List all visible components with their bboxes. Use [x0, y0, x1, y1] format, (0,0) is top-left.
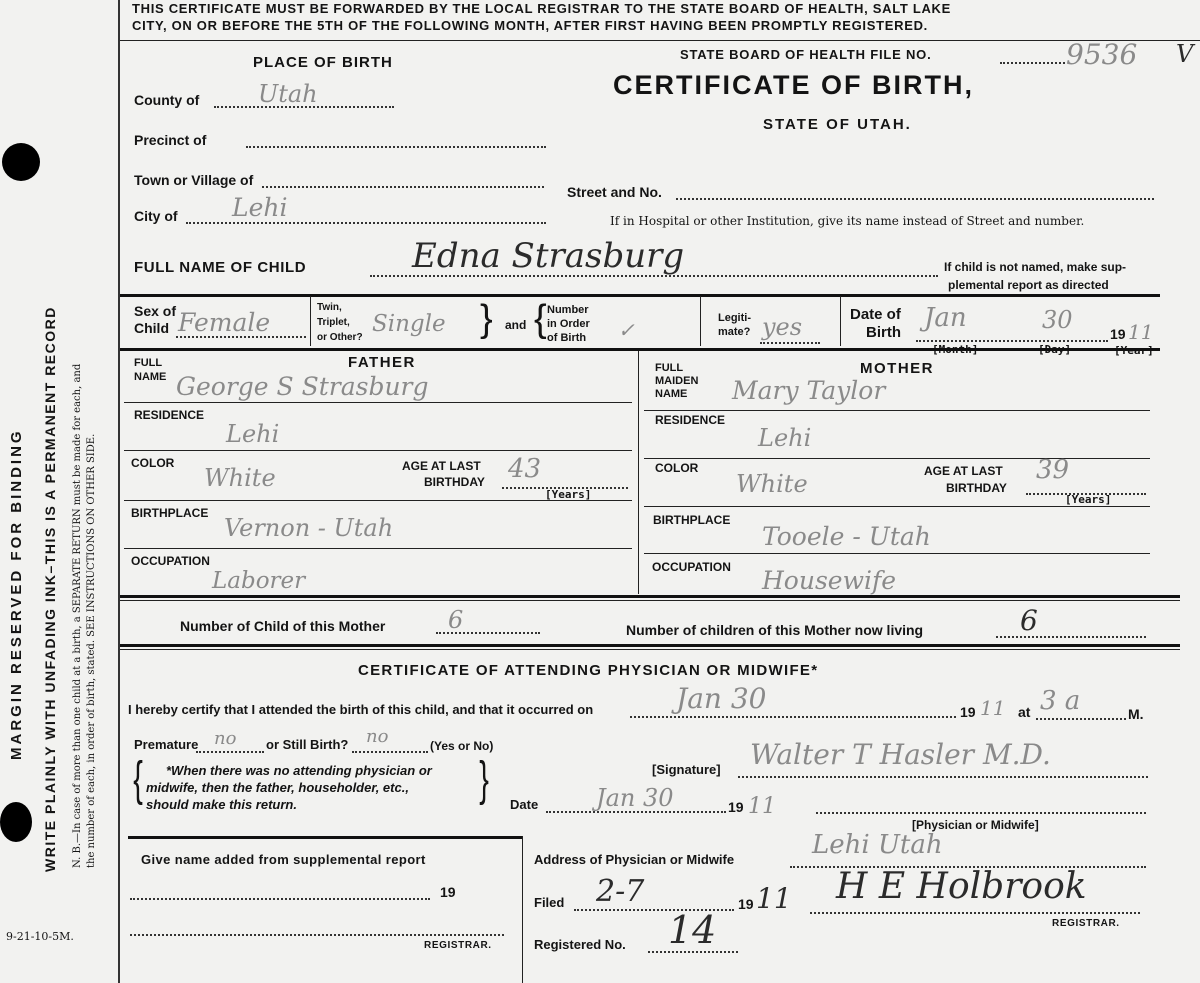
still-birth-label: or Still Birth?: [266, 737, 349, 752]
signature-value: Walter T Hasler M.D.: [750, 738, 1051, 771]
margin-ink-text: WRITE PLAINLY WITH UNFADING INK–THIS IS A PERMANENT RECORD: [42, 306, 58, 872]
child-number-value: 6: [448, 606, 464, 634]
town-label: Town or Village of: [134, 172, 254, 188]
father-birthplace-label: BIRTHPLACE: [131, 506, 209, 520]
mother-name-label-3: NAME: [655, 388, 688, 400]
mother-age-label-1: AGE AT LAST: [924, 464, 1003, 478]
legit-label-2: mate?: [718, 326, 751, 338]
binding-hole-bottom: [0, 802, 32, 842]
certificate-title: CERTIFICATE OF BIRTH,: [613, 70, 974, 100]
county-label: County of: [134, 92, 200, 108]
date-value: Jan 30: [596, 784, 674, 812]
twin-label-1: Twin,: [317, 302, 342, 313]
twin-label-2: Triplet,: [317, 317, 350, 328]
occurred-year: 11: [980, 696, 1006, 720]
father-color-label: COLOR: [131, 456, 175, 470]
at-time-value: 3 a: [1040, 686, 1081, 716]
twin-label-3: or Other?: [317, 332, 363, 343]
sex-label-1: Sex of: [134, 303, 177, 319]
registrar-label: REGISTRAR.: [1052, 918, 1120, 929]
dob-year: 11: [1128, 320, 1154, 344]
father-name-label-2: NAME: [134, 371, 167, 383]
date-label: Date: [510, 797, 539, 812]
premature-value: no: [214, 728, 237, 749]
supplemental-year-prefix: 19: [440, 884, 456, 900]
order-label-2: in Order: [547, 318, 590, 330]
father-age-value: 43: [508, 454, 542, 484]
unnamed-note-2: plemental report as directed: [948, 278, 1109, 292]
mother-birthplace-label: BIRTHPLACE: [653, 513, 731, 527]
at-label: at: [1018, 704, 1031, 720]
living-value: 6: [1020, 604, 1038, 637]
file-no: 9536: [1066, 38, 1138, 71]
mother-residence-value: Lehi: [758, 424, 812, 452]
mother-name-label-1: FULL: [655, 362, 684, 374]
father-color-value: White: [204, 464, 276, 492]
legit-label-1: Legiti-: [718, 312, 751, 324]
header-notice-2: CITY, ON OR BEFORE THE 5TH OF THE FOLLOWING MONTH, AFTER FIRST HAVING BEEN PROMPTLY REGISTERED.: [132, 18, 928, 33]
street-label: Street and No.: [567, 184, 662, 200]
father-residence-value: Lehi: [226, 420, 280, 448]
physician-role-label: [Physician or Midwife]: [912, 818, 1039, 832]
living-label: Number of children of this Mother now living: [626, 622, 924, 638]
mother-name-value: Mary Taylor: [732, 376, 886, 405]
mother-residence-label: RESIDENCE: [655, 413, 726, 427]
header-notice-1: THIS CERTIFICATE MUST BE FORWARDED BY THE LOCAL REGISTRAR TO THE STATE BOARD OF HEALTH, SALT LAKE: [132, 1, 952, 16]
physician-heading: CERTIFICATE OF ATTENDING PHYSICIAN OR MIDWIFE*: [358, 662, 819, 679]
filed-value: 2-7: [596, 874, 645, 909]
city-label: City of: [134, 208, 178, 224]
margin-nb-line-1: N. B.—In case of more than one child at a birth, a SEPARATE RETURN must be made for each, and: [72, 363, 83, 868]
still-birth-value: no: [366, 726, 389, 747]
child-number-label: Number of Child of this Mother: [180, 618, 386, 634]
city-value: Lehi: [232, 193, 288, 222]
premature-label: Premature: [134, 737, 199, 752]
registrar-signature: H E Holbrook: [836, 866, 1087, 907]
dob-label-1: Date of: [850, 306, 901, 323]
mother-age-label-2: BIRTHDAY: [946, 481, 1007, 495]
mother-color-value: White: [736, 470, 808, 498]
file-no-label: STATE BOARD OF HEALTH FILE NO.: [680, 47, 932, 62]
supplemental-registrar-label: REGISTRAR.: [424, 940, 492, 951]
dob-day: 30: [1042, 306, 1073, 334]
margin-nb-line-2: the number of each, in order of birth, stated. SEE INSTRUCTIONS ON OTHER SIDE.: [86, 433, 97, 868]
note-line-2: midwife, then the father, householder, etc.,: [146, 780, 409, 795]
child-name-value: Edna Strasburg: [412, 236, 685, 276]
yes-no-label: (Yes or No): [430, 739, 494, 753]
mother-color-label: COLOR: [655, 461, 699, 475]
father-heading: FATHER: [348, 354, 416, 371]
filed-label: Filed: [534, 895, 565, 910]
father-occupation-value: Laborer: [212, 568, 306, 594]
file-no-suffix: V: [1176, 40, 1194, 68]
address-value: Lehi Utah: [812, 830, 943, 860]
father-occupation-label: OCCUPATION: [131, 554, 210, 568]
registered-no-label: Registered No.: [534, 937, 626, 952]
and-label: and: [505, 318, 527, 332]
father-age-label-2: BIRTHDAY: [424, 475, 485, 489]
occurred-year-prefix: 19: [960, 704, 976, 720]
mother-occupation-value: Housewife: [762, 566, 897, 595]
father-name-value: George S Strasburg: [176, 372, 429, 401]
month-label: [Month]: [932, 343, 979, 356]
day-label: [Day]: [1038, 343, 1072, 356]
margin-binding-text: MARGIN RESERVED FOR BINDING: [8, 428, 25, 760]
year-label: [Year]: [1114, 344, 1154, 357]
parents-divider: [638, 351, 639, 594]
hospital-note: If in Hospital or other Institution, give its name instead of Street and number.: [610, 214, 1085, 228]
order-value: ✓: [618, 318, 635, 342]
certify-text: I hereby certify that I attended the birth of this child, and that it occurred on: [128, 702, 594, 717]
father-name-label-1: FULL: [134, 357, 163, 369]
header-rule: [120, 40, 1200, 41]
dob-year-prefix: 19: [1110, 326, 1126, 342]
dob-month: Jan: [924, 303, 967, 333]
place-heading: PLACE OF BIRTH: [253, 54, 393, 71]
county-value: Utah: [258, 80, 318, 108]
state-label: STATE OF UTAH.: [763, 116, 912, 133]
signature-label: [Signature]: [652, 762, 721, 777]
sex-label-2: Child: [134, 320, 169, 336]
order-label-1: Number: [547, 304, 589, 316]
mother-birthplace-value: Tooele - Utah: [762, 522, 931, 551]
father-years-label: [Years]: [545, 488, 592, 501]
binding-hole-top: [2, 143, 40, 181]
unnamed-note-1: If child is not named, make sup-: [944, 260, 1127, 274]
dob-label-2: Birth: [866, 324, 901, 341]
date-year: 11: [748, 794, 776, 819]
sex-value: Female: [178, 308, 271, 337]
m-label: M.: [1128, 706, 1144, 722]
address-label: Address of Physician or Midwife: [534, 852, 735, 867]
note-line-1: *When there was no attending physician or: [166, 763, 432, 778]
mother-heading: MOTHER: [860, 360, 934, 377]
father-residence-label: RESIDENCE: [134, 408, 205, 422]
filed-year-prefix: 19: [738, 896, 754, 912]
supplemental-label: Give name added from supplemental report: [141, 852, 426, 867]
father-age-label-1: AGE AT LAST: [402, 459, 481, 473]
registered-no-value: 14: [668, 908, 717, 952]
mother-occupation-label: OCCUPATION: [652, 560, 731, 574]
filed-year: 11: [756, 882, 792, 915]
form-left-border: [118, 0, 120, 983]
note-line-3: should make this return.: [146, 797, 297, 812]
mother-name-label-2: MAIDEN: [655, 375, 699, 387]
precinct-label: Precinct of: [134, 132, 207, 148]
print-code: 9-21-10-5M.: [6, 930, 74, 943]
order-label-3: of Birth: [547, 332, 587, 344]
legit-value: yes: [762, 313, 803, 341]
child-name-label: FULL NAME OF CHILD: [134, 259, 307, 276]
occurred-value: Jan 30: [676, 682, 767, 715]
mother-age-value: 39: [1036, 455, 1070, 485]
date-year-prefix: 19: [728, 799, 744, 815]
twin-value: Single: [372, 311, 446, 337]
mother-years-label: [Years]: [1065, 493, 1112, 506]
father-birthplace-value: Vernon - Utah: [224, 514, 394, 542]
